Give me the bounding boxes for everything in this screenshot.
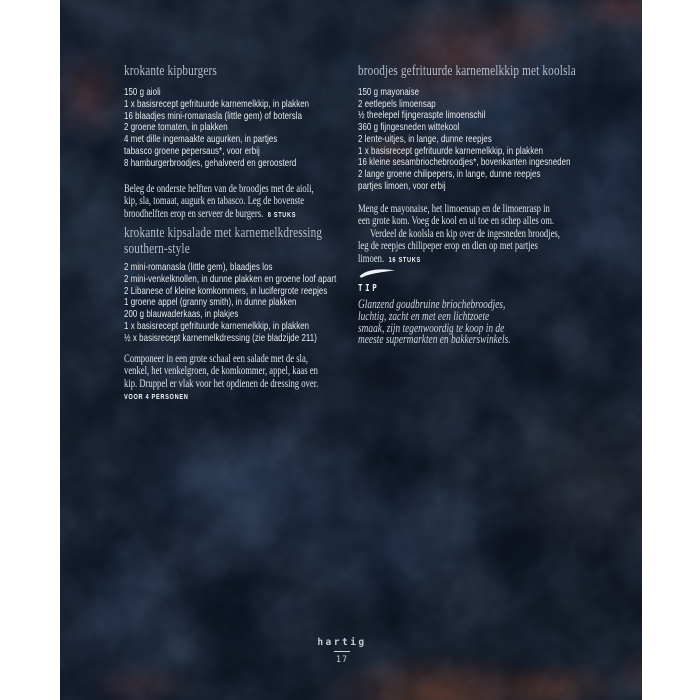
ingredient-line: 2 groene tomaten, in plakken xyxy=(124,121,228,134)
ingredient-line: ½ x basisrecept karnemelkdressing (zie bladzijde 211) xyxy=(124,331,317,344)
section-name: hartig xyxy=(317,637,367,648)
method-line: venkel, het venkelgroen, de komkommer, appel, kaas en xyxy=(124,365,318,378)
method-kipburgers xyxy=(124,183,314,221)
ingredient-line: 4 met dille ingemaakte augurken, in partjes xyxy=(124,133,278,146)
method-last-text: broodhelften erop en serveer de burgers. xyxy=(124,207,264,220)
method-line: kip. Druppel er vlak voor het opdienen de dressing over. xyxy=(124,377,319,390)
ingredient-line: 1 x basisrecept gefrituurde karnemelkkip, in plakken xyxy=(124,97,310,110)
recipe-title-broodjes xyxy=(358,64,576,80)
recipe-title-kipburgers xyxy=(124,64,217,80)
ingredient-line: 1 x basisrecept gefrituurde karnemelkkip, in plakken xyxy=(358,144,544,157)
ingredient-list-kipsalade xyxy=(124,262,336,345)
title-line: krokante kipburgers xyxy=(124,63,217,79)
method-line: Beleg de onderste helften van de broodjes met de aioli, xyxy=(124,183,314,195)
tip-label: TIP xyxy=(358,283,380,294)
page-number: 17 xyxy=(335,655,349,665)
method-line: leg de reepjes chilipeper erop en dien op met partjes xyxy=(358,240,538,253)
method-line: kip, sla, tomaat, augurk en tabasco. Leg de bovenste xyxy=(124,195,305,208)
brush-stroke-icon xyxy=(358,266,397,280)
ingredient-line: 2 eetlepels limoensap xyxy=(358,97,436,110)
ingredient-line: 16 kleine sesambriochebroodjes*, bovenkanten ingesneden xyxy=(358,156,571,169)
right-column xyxy=(358,0,642,700)
method-line: Verdeel de koolsla en kip over de ingesneden broodjes, xyxy=(370,227,560,240)
ingredient-list-broodjes xyxy=(358,87,571,192)
ingredient-line: 2 lente-uitjes, in lange, dunne reepjes xyxy=(358,132,492,145)
ingredient-list-kipburgers xyxy=(124,87,309,170)
method-line: een grote kom. Voeg de kool en ui toe en schep alles om. xyxy=(358,215,555,228)
ingredient-line: ½ theelepel fijngeraspte limoenschil xyxy=(358,109,486,122)
ingredient-line: 2 Libanese of kleine komkommers, in lucifergrote reepjes xyxy=(124,284,328,297)
title-line: krokante kipsalade met karnemelkdressing xyxy=(124,225,323,241)
method-broodjes xyxy=(358,203,560,266)
yield-badge: 16 STUKS xyxy=(388,254,421,264)
yield-badge: VOOR 4 PERSONEN xyxy=(124,392,189,402)
title-line: southern-style xyxy=(124,240,190,257)
method-last-text: limoen. xyxy=(358,252,385,265)
ingredient-line: 8 hamburgerbroodjes, gehalveerd en geroosterd xyxy=(124,156,297,169)
ingredient-line: partjes limoen, voor erbij xyxy=(358,179,446,192)
title-line: broodjes gefrituurde karnemelkkip met koolsla xyxy=(358,63,576,79)
ingredient-line: 200 g blauwaderkaas, in plakjes xyxy=(124,308,239,321)
method-line: Componeer in een grote schaal een salade met de sla, xyxy=(124,353,308,365)
ingredient-line: 2 mini-venkelknollen, in dunne plakken en groene loof apart xyxy=(124,272,337,285)
left-column xyxy=(124,0,372,700)
tip-line: meeste supermarkten en bakkerswinkels. xyxy=(358,332,511,347)
ingredient-line: 1 x basisrecept gefrituurde karnemelkkip, in plakken xyxy=(124,319,310,332)
method-last-line xyxy=(124,208,314,221)
ingredient-line: 16 blaadjes mini-romanasla (little gem) of botersla xyxy=(124,109,303,122)
recipe-title-kipsalade xyxy=(124,226,322,257)
ingredient-line: 2 mini-romanasla (little gem), blaadjes los xyxy=(124,261,273,273)
yield-badge: 8 STUKS xyxy=(267,209,297,219)
ingredient-line: 150 g aioli xyxy=(124,86,161,98)
tip-text xyxy=(358,299,511,346)
ingredient-line: 360 g fijngesneden wittekool xyxy=(358,121,460,134)
tip-line: Glanzend goudbruine briochebroodjes, xyxy=(358,297,506,311)
method-kipsalade xyxy=(124,353,318,404)
tip-line: smaak, zijn tegenwoordig te koop in de xyxy=(358,320,505,335)
ingredient-line: 2 lange groene chilipepers, in lange, dunne reepjes xyxy=(358,167,541,180)
page-footer xyxy=(60,637,633,665)
cookbook-page xyxy=(60,0,642,700)
method-last-line xyxy=(358,253,560,266)
tip-line: luchtig, zacht en met een lichtzoete xyxy=(358,308,490,323)
ingredient-line: 150 g mayonaise xyxy=(358,86,420,98)
method-last-line xyxy=(124,390,318,403)
method-line: Meng de mayonaise, het limoensap en de limoenrasp in xyxy=(358,203,550,215)
footer-rule xyxy=(334,651,350,653)
ingredient-line: tabasco groene pepersaus*, voor erbij xyxy=(124,144,260,157)
ingredient-line: 1 groene appel (granny smith), in dunne plakken xyxy=(124,296,297,309)
